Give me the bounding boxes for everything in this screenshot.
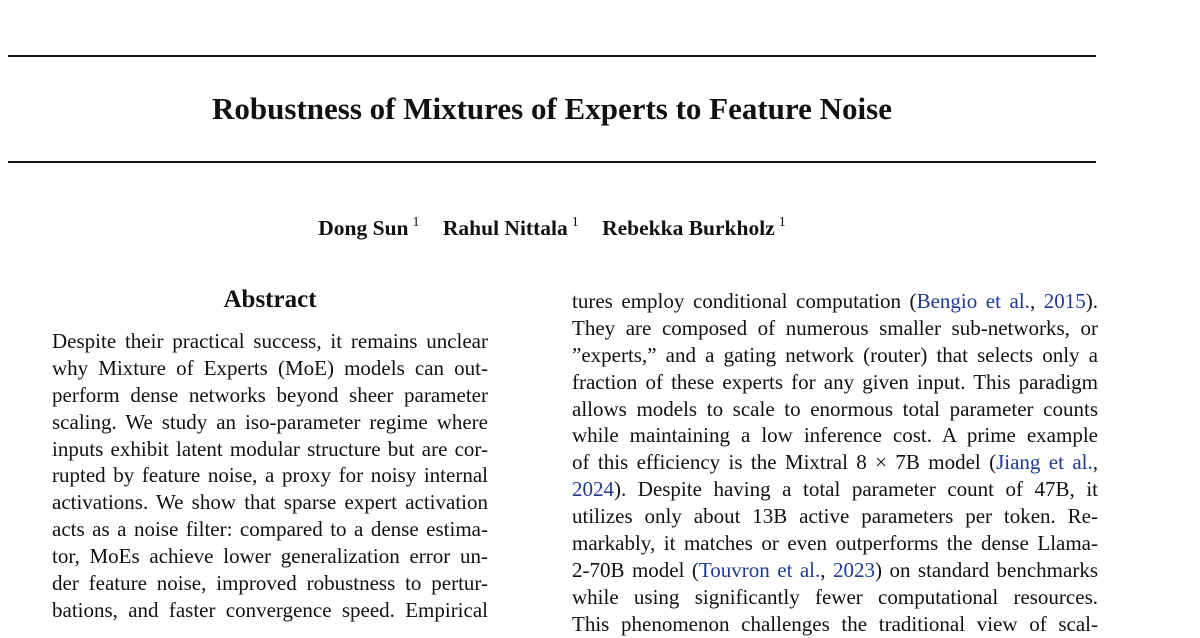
author-affiliation: 1 <box>412 215 420 230</box>
abstract-heading: Abstract <box>223 286 317 313</box>
intro-line: fraction of these experts for any given input. This paradigm <box>572 369 1098 394</box>
intro-line <box>572 288 1098 315</box>
intro-line: utilizes only about 13B active parameters per token. Re- <box>572 504 1098 529</box>
abstract-line: bations, and faster convergence speed. Empirical <box>52 597 488 622</box>
author-affiliation: 1 <box>571 215 579 230</box>
text-span: ). Despite having a total parameter count of 47B, it <box>614 477 1098 502</box>
title-top-rule <box>8 55 1096 57</box>
intro-line: while maintaining a low inference cost. A prime example <box>572 423 1098 448</box>
introduction-body <box>572 288 1098 638</box>
intro-line: This phenomenon challenges the traditional view of scal- <box>572 611 1098 636</box>
citation-link[interactable]: Touvron et al. <box>698 557 821 582</box>
citation-link[interactable]: Jiang et al. <box>996 450 1093 475</box>
text-span: , <box>820 557 833 582</box>
paper-title: Robustness of Mixtures of Experts to Feature Noise <box>212 91 892 126</box>
abstract-line: activations. We show that sparse expert activation <box>52 490 488 515</box>
abstract-line: tor, MoEs achieve lower generalization error un- <box>52 544 488 569</box>
abstract-line: rupted by feature noise, a proxy for noisy internal <box>52 463 488 488</box>
text-span: ) on standard benchmarks <box>875 557 1098 582</box>
text-span: , <box>1092 450 1098 475</box>
text-span: ). <box>1085 289 1099 313</box>
text-span: tures employ conditional computation ( <box>572 289 917 313</box>
author-name: Rahul Nittala <box>442 216 568 240</box>
intro-line <box>572 476 1098 503</box>
abstract-line: der feature noise, improved robustness to pertur- <box>52 571 488 596</box>
abstract-line: acts as a noise filter: compared to a dense estima- <box>52 517 488 542</box>
author <box>443 216 579 240</box>
intro-line <box>572 449 1098 476</box>
citation-link[interactable]: 2023 <box>833 557 875 582</box>
author-name: Dong Sun <box>318 216 409 240</box>
author-list <box>0 208 1104 243</box>
author-affiliation: 1 <box>778 215 786 230</box>
abstract-line: scaling. We study an iso-parameter regime where <box>52 409 488 434</box>
citation-link[interactable]: 2024 <box>572 477 614 502</box>
title-bottom-rule <box>8 161 1096 163</box>
intro-line: They are composed of numerous smaller sub-networks, or <box>572 315 1098 340</box>
abstract-line: Despite their practical success, it remains unclear <box>52 329 488 353</box>
abstract-line: inputs exhibit latent modular structure but are cor- <box>52 436 488 461</box>
intro-line: while using significantly fewer computational resources. <box>572 584 1098 609</box>
intro-line: ”experts,” and a gating network (router) that selects only a <box>572 342 1098 367</box>
text-span: , <box>1029 289 1044 313</box>
abstract-body <box>52 328 488 624</box>
text-span: of this efficiency is the Mixtral 8 × 7B model ( <box>572 450 997 475</box>
citation-link[interactable]: 2015 <box>1043 289 1086 313</box>
intro-line: allows models to scale to enormous total parameter counts <box>572 396 1098 421</box>
intro-line <box>572 557 1098 584</box>
author <box>602 216 786 240</box>
abstract-line: perform dense networks beyond sheer parameter <box>52 382 488 407</box>
author <box>318 216 419 240</box>
intro-line: markably, it matches or even outperforms the dense Llama- <box>572 531 1098 556</box>
citation-link[interactable]: Bengio et al. <box>916 289 1030 313</box>
text-span: 2-70B model ( <box>572 557 699 582</box>
abstract-line: why Mixture of Experts (MoE) models can out- <box>52 355 488 380</box>
author-name: Rebekka Burkholz <box>602 216 775 240</box>
